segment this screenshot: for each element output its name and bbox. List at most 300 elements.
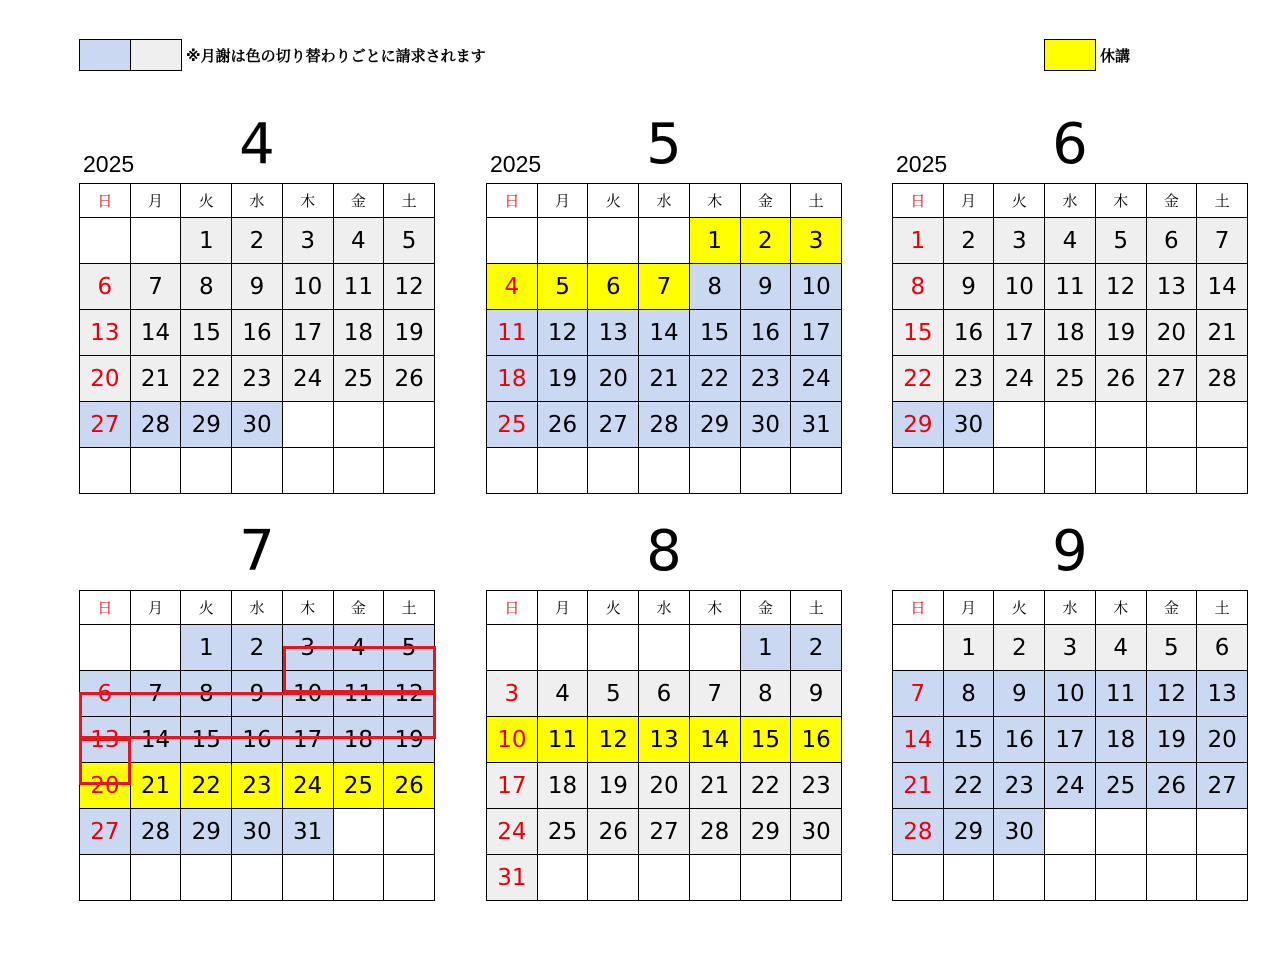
day-cell: 27 — [588, 402, 639, 448]
day-cell: 13 — [639, 717, 690, 763]
day-cell: 30 — [943, 402, 994, 448]
day-cell: 23 — [994, 763, 1045, 809]
weekday-header: 金 — [333, 591, 384, 625]
day-cell: 28 — [689, 809, 740, 855]
empty-cell — [689, 855, 740, 901]
day-cell: 22 — [689, 356, 740, 402]
empty-cell — [1146, 448, 1197, 494]
empty-cell — [333, 402, 384, 448]
day-cell: 26 — [537, 402, 588, 448]
empty-cell — [893, 855, 944, 901]
empty-cell — [1146, 402, 1197, 448]
day-cell: 8 — [181, 264, 232, 310]
weekday-header: 木 — [282, 184, 333, 218]
empty-cell — [181, 855, 232, 901]
day-cell: 10 — [1045, 671, 1096, 717]
empty-cell — [1146, 809, 1197, 855]
day-cell: 3 — [1045, 625, 1096, 671]
weekday-header: 金 — [740, 184, 791, 218]
empty-cell — [130, 855, 181, 901]
day-cell: 22 — [181, 356, 232, 402]
day-cell: 17 — [282, 310, 333, 356]
empty-cell — [333, 809, 384, 855]
empty-cell — [588, 218, 639, 264]
day-cell: 25 — [487, 402, 538, 448]
empty-cell — [791, 855, 842, 901]
empty-cell — [943, 855, 994, 901]
weekday-header: 月 — [537, 591, 588, 625]
day-cell: 8 — [893, 264, 944, 310]
day-cell: 2 — [740, 218, 791, 264]
day-cell: 28 — [893, 809, 944, 855]
day-cell: 26 — [1146, 763, 1197, 809]
day-cell: 22 — [181, 763, 232, 809]
day-cell: 3 — [282, 218, 333, 264]
year-label: 2025 — [896, 151, 948, 177]
weekday-header: 土 — [1197, 591, 1248, 625]
empty-cell — [1045, 855, 1096, 901]
day-cell: 21 — [893, 763, 944, 809]
day-cell: 28 — [130, 809, 181, 855]
day-cell: 10 — [282, 671, 333, 717]
day-cell: 15 — [181, 717, 232, 763]
day-cell: 8 — [740, 671, 791, 717]
day-cell: 27 — [80, 402, 131, 448]
day-cell: 24 — [1045, 763, 1096, 809]
empty-cell — [1045, 402, 1096, 448]
day-cell: 4 — [333, 218, 384, 264]
day-cell: 28 — [130, 402, 181, 448]
empty-cell — [1095, 809, 1146, 855]
day-cell: 12 — [537, 310, 588, 356]
empty-cell — [232, 855, 283, 901]
day-cell: 15 — [893, 310, 944, 356]
day-cell: 13 — [80, 310, 131, 356]
day-cell: 17 — [791, 310, 842, 356]
weekday-header: 火 — [994, 184, 1045, 218]
day-cell: 18 — [333, 717, 384, 763]
empty-cell — [130, 218, 181, 264]
day-cell: 17 — [1045, 717, 1096, 763]
day-cell: 7 — [639, 264, 690, 310]
day-cell: 8 — [181, 671, 232, 717]
day-cell: 18 — [1095, 717, 1146, 763]
day-cell: 27 — [1197, 763, 1248, 809]
day-cell: 15 — [943, 717, 994, 763]
day-cell: 12 — [384, 264, 435, 310]
day-cell: 14 — [689, 717, 740, 763]
day-cell: 30 — [740, 402, 791, 448]
empty-cell — [689, 448, 740, 494]
empty-cell — [639, 855, 690, 901]
day-cell: 20 — [1197, 717, 1248, 763]
day-cell: 12 — [588, 717, 639, 763]
day-cell: 22 — [893, 356, 944, 402]
day-cell: 13 — [1197, 671, 1248, 717]
day-cell: 7 — [893, 671, 944, 717]
day-cell: 26 — [384, 763, 435, 809]
day-cell: 24 — [487, 809, 538, 855]
empty-cell — [893, 448, 944, 494]
day-cell: 28 — [639, 402, 690, 448]
day-cell: 11 — [333, 264, 384, 310]
day-cell: 9 — [740, 264, 791, 310]
day-cell: 11 — [1045, 264, 1096, 310]
empty-cell — [487, 218, 538, 264]
legend-swatch-gray — [130, 39, 182, 71]
year-label: 2025 — [490, 151, 542, 177]
month-number: 8 — [646, 519, 682, 584]
empty-cell — [588, 625, 639, 671]
weekday-header: 木 — [689, 184, 740, 218]
empty-cell — [588, 448, 639, 494]
month-number: 4 — [239, 112, 275, 177]
empty-cell — [384, 809, 435, 855]
weekday-header: 月 — [130, 591, 181, 625]
weekday-header: 月 — [943, 184, 994, 218]
empty-cell — [1095, 448, 1146, 494]
empty-cell — [740, 855, 791, 901]
day-cell: 23 — [740, 356, 791, 402]
weekday-header: 日 — [893, 184, 944, 218]
weekday-header: 金 — [740, 591, 791, 625]
day-cell: 16 — [943, 310, 994, 356]
day-cell: 25 — [333, 763, 384, 809]
day-cell: 15 — [740, 717, 791, 763]
empty-cell — [994, 402, 1045, 448]
day-cell: 13 — [1146, 264, 1197, 310]
weekday-header: 土 — [384, 184, 435, 218]
day-cell: 2 — [994, 625, 1045, 671]
day-cell: 12 — [1095, 264, 1146, 310]
empty-cell — [893, 625, 944, 671]
day-cell: 19 — [588, 763, 639, 809]
weekday-header: 火 — [181, 591, 232, 625]
day-cell: 1 — [181, 218, 232, 264]
month-grid — [79, 183, 435, 494]
day-cell: 21 — [130, 356, 181, 402]
day-cell: 5 — [384, 218, 435, 264]
weekday-header: 日 — [80, 184, 131, 218]
weekday-header: 日 — [487, 184, 538, 218]
day-cell: 4 — [333, 625, 384, 671]
day-cell: 9 — [791, 671, 842, 717]
weekday-header: 月 — [130, 184, 181, 218]
day-cell: 11 — [487, 310, 538, 356]
empty-cell — [994, 855, 1045, 901]
empty-cell — [1095, 402, 1146, 448]
day-cell: 18 — [537, 763, 588, 809]
empty-cell — [130, 448, 181, 494]
day-cell: 6 — [588, 264, 639, 310]
empty-cell — [80, 448, 131, 494]
day-cell: 2 — [791, 625, 842, 671]
weekday-header: 土 — [791, 184, 842, 218]
day-cell: 25 — [537, 809, 588, 855]
empty-cell — [1146, 855, 1197, 901]
empty-cell — [1197, 855, 1248, 901]
month-number: 7 — [239, 519, 275, 584]
day-cell: 2 — [232, 218, 283, 264]
day-cell: 25 — [1045, 356, 1096, 402]
day-cell: 24 — [282, 763, 333, 809]
legend-swatch-holiday — [1044, 39, 1096, 71]
day-cell: 5 — [1095, 218, 1146, 264]
day-cell: 7 — [1197, 218, 1248, 264]
day-cell: 29 — [689, 402, 740, 448]
day-cell: 4 — [537, 671, 588, 717]
day-cell: 27 — [639, 809, 690, 855]
day-cell: 17 — [994, 310, 1045, 356]
month-number: 9 — [1052, 519, 1088, 584]
weekday-header: 火 — [588, 591, 639, 625]
day-cell: 16 — [791, 717, 842, 763]
weekday-header: 土 — [384, 591, 435, 625]
day-cell: 4 — [487, 264, 538, 310]
day-cell: 19 — [537, 356, 588, 402]
empty-cell — [740, 448, 791, 494]
day-cell: 23 — [791, 763, 842, 809]
day-cell: 29 — [740, 809, 791, 855]
empty-cell — [181, 448, 232, 494]
year-label: 2025 — [83, 151, 135, 177]
empty-cell — [333, 448, 384, 494]
day-cell: 29 — [943, 809, 994, 855]
empty-cell — [1197, 809, 1248, 855]
weekday-header: 金 — [1146, 591, 1197, 625]
day-cell: 2 — [232, 625, 283, 671]
day-cell: 31 — [791, 402, 842, 448]
weekday-header: 水 — [639, 591, 690, 625]
day-cell: 31 — [282, 809, 333, 855]
day-cell: 21 — [639, 356, 690, 402]
day-cell: 20 — [588, 356, 639, 402]
day-cell: 16 — [232, 717, 283, 763]
empty-cell — [282, 402, 333, 448]
day-cell: 1 — [689, 218, 740, 264]
day-cell: 16 — [232, 310, 283, 356]
empty-cell — [384, 855, 435, 901]
day-cell: 5 — [537, 264, 588, 310]
weekday-header: 木 — [1095, 591, 1146, 625]
day-cell: 18 — [1045, 310, 1096, 356]
empty-cell — [1045, 448, 1096, 494]
empty-cell — [943, 448, 994, 494]
month-grid — [892, 590, 1248, 901]
day-cell: 29 — [181, 809, 232, 855]
day-cell: 22 — [740, 763, 791, 809]
empty-cell — [80, 855, 131, 901]
day-cell: 18 — [333, 310, 384, 356]
day-cell: 5 — [588, 671, 639, 717]
empty-cell — [487, 448, 538, 494]
day-cell: 31 — [487, 855, 538, 901]
weekday-header: 水 — [1045, 591, 1096, 625]
day-cell: 23 — [943, 356, 994, 402]
empty-cell — [639, 625, 690, 671]
day-cell: 25 — [333, 356, 384, 402]
empty-cell — [80, 218, 131, 264]
day-cell: 4 — [1095, 625, 1146, 671]
weekday-header: 火 — [588, 184, 639, 218]
empty-cell — [791, 448, 842, 494]
day-cell: 8 — [689, 264, 740, 310]
day-cell: 5 — [384, 625, 435, 671]
day-cell: 9 — [232, 264, 283, 310]
day-cell: 5 — [1146, 625, 1197, 671]
day-cell: 23 — [232, 356, 283, 402]
month-grid — [486, 183, 842, 494]
day-cell: 13 — [80, 717, 131, 763]
month-grid — [79, 590, 435, 901]
day-cell: 21 — [689, 763, 740, 809]
day-cell: 27 — [1146, 356, 1197, 402]
day-cell: 20 — [639, 763, 690, 809]
weekday-header: 木 — [282, 591, 333, 625]
day-cell: 10 — [791, 264, 842, 310]
month-grid — [892, 183, 1248, 494]
day-cell: 15 — [689, 310, 740, 356]
weekday-header: 水 — [639, 184, 690, 218]
day-cell: 20 — [80, 763, 131, 809]
day-cell: 14 — [130, 717, 181, 763]
empty-cell — [487, 625, 538, 671]
day-cell: 7 — [130, 264, 181, 310]
day-cell: 3 — [994, 218, 1045, 264]
day-cell: 30 — [994, 809, 1045, 855]
day-cell: 15 — [181, 310, 232, 356]
day-cell: 6 — [80, 671, 131, 717]
day-cell: 29 — [893, 402, 944, 448]
day-cell: 19 — [384, 310, 435, 356]
day-cell: 17 — [487, 763, 538, 809]
day-cell: 26 — [588, 809, 639, 855]
weekday-header: 土 — [1197, 184, 1248, 218]
day-cell: 14 — [130, 310, 181, 356]
weekday-header: 日 — [80, 591, 131, 625]
empty-cell — [588, 855, 639, 901]
empty-cell — [282, 855, 333, 901]
day-cell: 16 — [994, 717, 1045, 763]
weekday-header: 木 — [1095, 184, 1146, 218]
day-cell: 11 — [537, 717, 588, 763]
day-cell: 19 — [384, 717, 435, 763]
weekday-header: 木 — [689, 591, 740, 625]
day-cell: 26 — [384, 356, 435, 402]
day-cell: 27 — [80, 809, 131, 855]
day-cell: 20 — [80, 356, 131, 402]
month-grid — [486, 590, 842, 901]
empty-cell — [333, 855, 384, 901]
day-cell: 20 — [1146, 310, 1197, 356]
day-cell: 14 — [1197, 264, 1248, 310]
day-cell: 24 — [791, 356, 842, 402]
weekday-header: 水 — [1045, 184, 1096, 218]
day-cell: 4 — [1045, 218, 1096, 264]
day-cell: 21 — [130, 763, 181, 809]
day-cell: 17 — [282, 717, 333, 763]
day-cell: 24 — [994, 356, 1045, 402]
weekday-header: 金 — [1146, 184, 1197, 218]
day-cell: 12 — [1146, 671, 1197, 717]
weekday-header: 月 — [537, 184, 588, 218]
empty-cell — [537, 855, 588, 901]
day-cell: 18 — [487, 356, 538, 402]
weekday-header: 日 — [487, 591, 538, 625]
day-cell: 16 — [740, 310, 791, 356]
weekday-header: 火 — [181, 184, 232, 218]
day-cell: 7 — [689, 671, 740, 717]
empty-cell — [1095, 855, 1146, 901]
empty-cell — [689, 625, 740, 671]
weekday-header: 水 — [232, 591, 283, 625]
weekday-header: 日 — [893, 591, 944, 625]
day-cell: 6 — [80, 264, 131, 310]
day-cell: 9 — [994, 671, 1045, 717]
day-cell: 10 — [282, 264, 333, 310]
day-cell: 22 — [943, 763, 994, 809]
weekday-header: 火 — [994, 591, 1045, 625]
day-cell: 21 — [1197, 310, 1248, 356]
empty-cell — [384, 448, 435, 494]
legend-swatch-blue — [79, 39, 131, 71]
empty-cell — [384, 402, 435, 448]
day-cell: 1 — [893, 218, 944, 264]
day-cell: 23 — [232, 763, 283, 809]
empty-cell — [1197, 448, 1248, 494]
day-cell: 10 — [994, 264, 1045, 310]
empty-cell — [1045, 809, 1096, 855]
billing-note: ※月謝は色の切り替わりごとに請求されます — [186, 47, 486, 65]
holiday-label: 休講 — [1100, 47, 1131, 65]
day-cell: 30 — [791, 809, 842, 855]
day-cell: 11 — [333, 671, 384, 717]
weekday-header: 土 — [791, 591, 842, 625]
day-cell: 28 — [1197, 356, 1248, 402]
day-cell: 9 — [232, 671, 283, 717]
day-cell: 12 — [384, 671, 435, 717]
empty-cell — [80, 625, 131, 671]
weekday-header: 金 — [333, 184, 384, 218]
day-cell: 19 — [1095, 310, 1146, 356]
day-cell: 1 — [181, 625, 232, 671]
empty-cell — [537, 448, 588, 494]
day-cell: 8 — [943, 671, 994, 717]
empty-cell — [282, 448, 333, 494]
weekday-header: 月 — [943, 591, 994, 625]
day-cell: 6 — [639, 671, 690, 717]
empty-cell — [1197, 402, 1248, 448]
empty-cell — [994, 448, 1045, 494]
month-number: 5 — [646, 112, 682, 177]
day-cell: 13 — [588, 310, 639, 356]
day-cell: 1 — [943, 625, 994, 671]
day-cell: 2 — [943, 218, 994, 264]
day-cell: 19 — [1146, 717, 1197, 763]
day-cell: 30 — [232, 809, 283, 855]
empty-cell — [639, 218, 690, 264]
day-cell: 14 — [639, 310, 690, 356]
day-cell: 24 — [282, 356, 333, 402]
day-cell: 25 — [1095, 763, 1146, 809]
month-number: 6 — [1052, 112, 1088, 177]
day-cell: 14 — [893, 717, 944, 763]
day-cell: 9 — [943, 264, 994, 310]
weekday-header: 水 — [232, 184, 283, 218]
day-cell: 3 — [282, 625, 333, 671]
empty-cell — [232, 448, 283, 494]
day-cell: 6 — [1197, 625, 1248, 671]
